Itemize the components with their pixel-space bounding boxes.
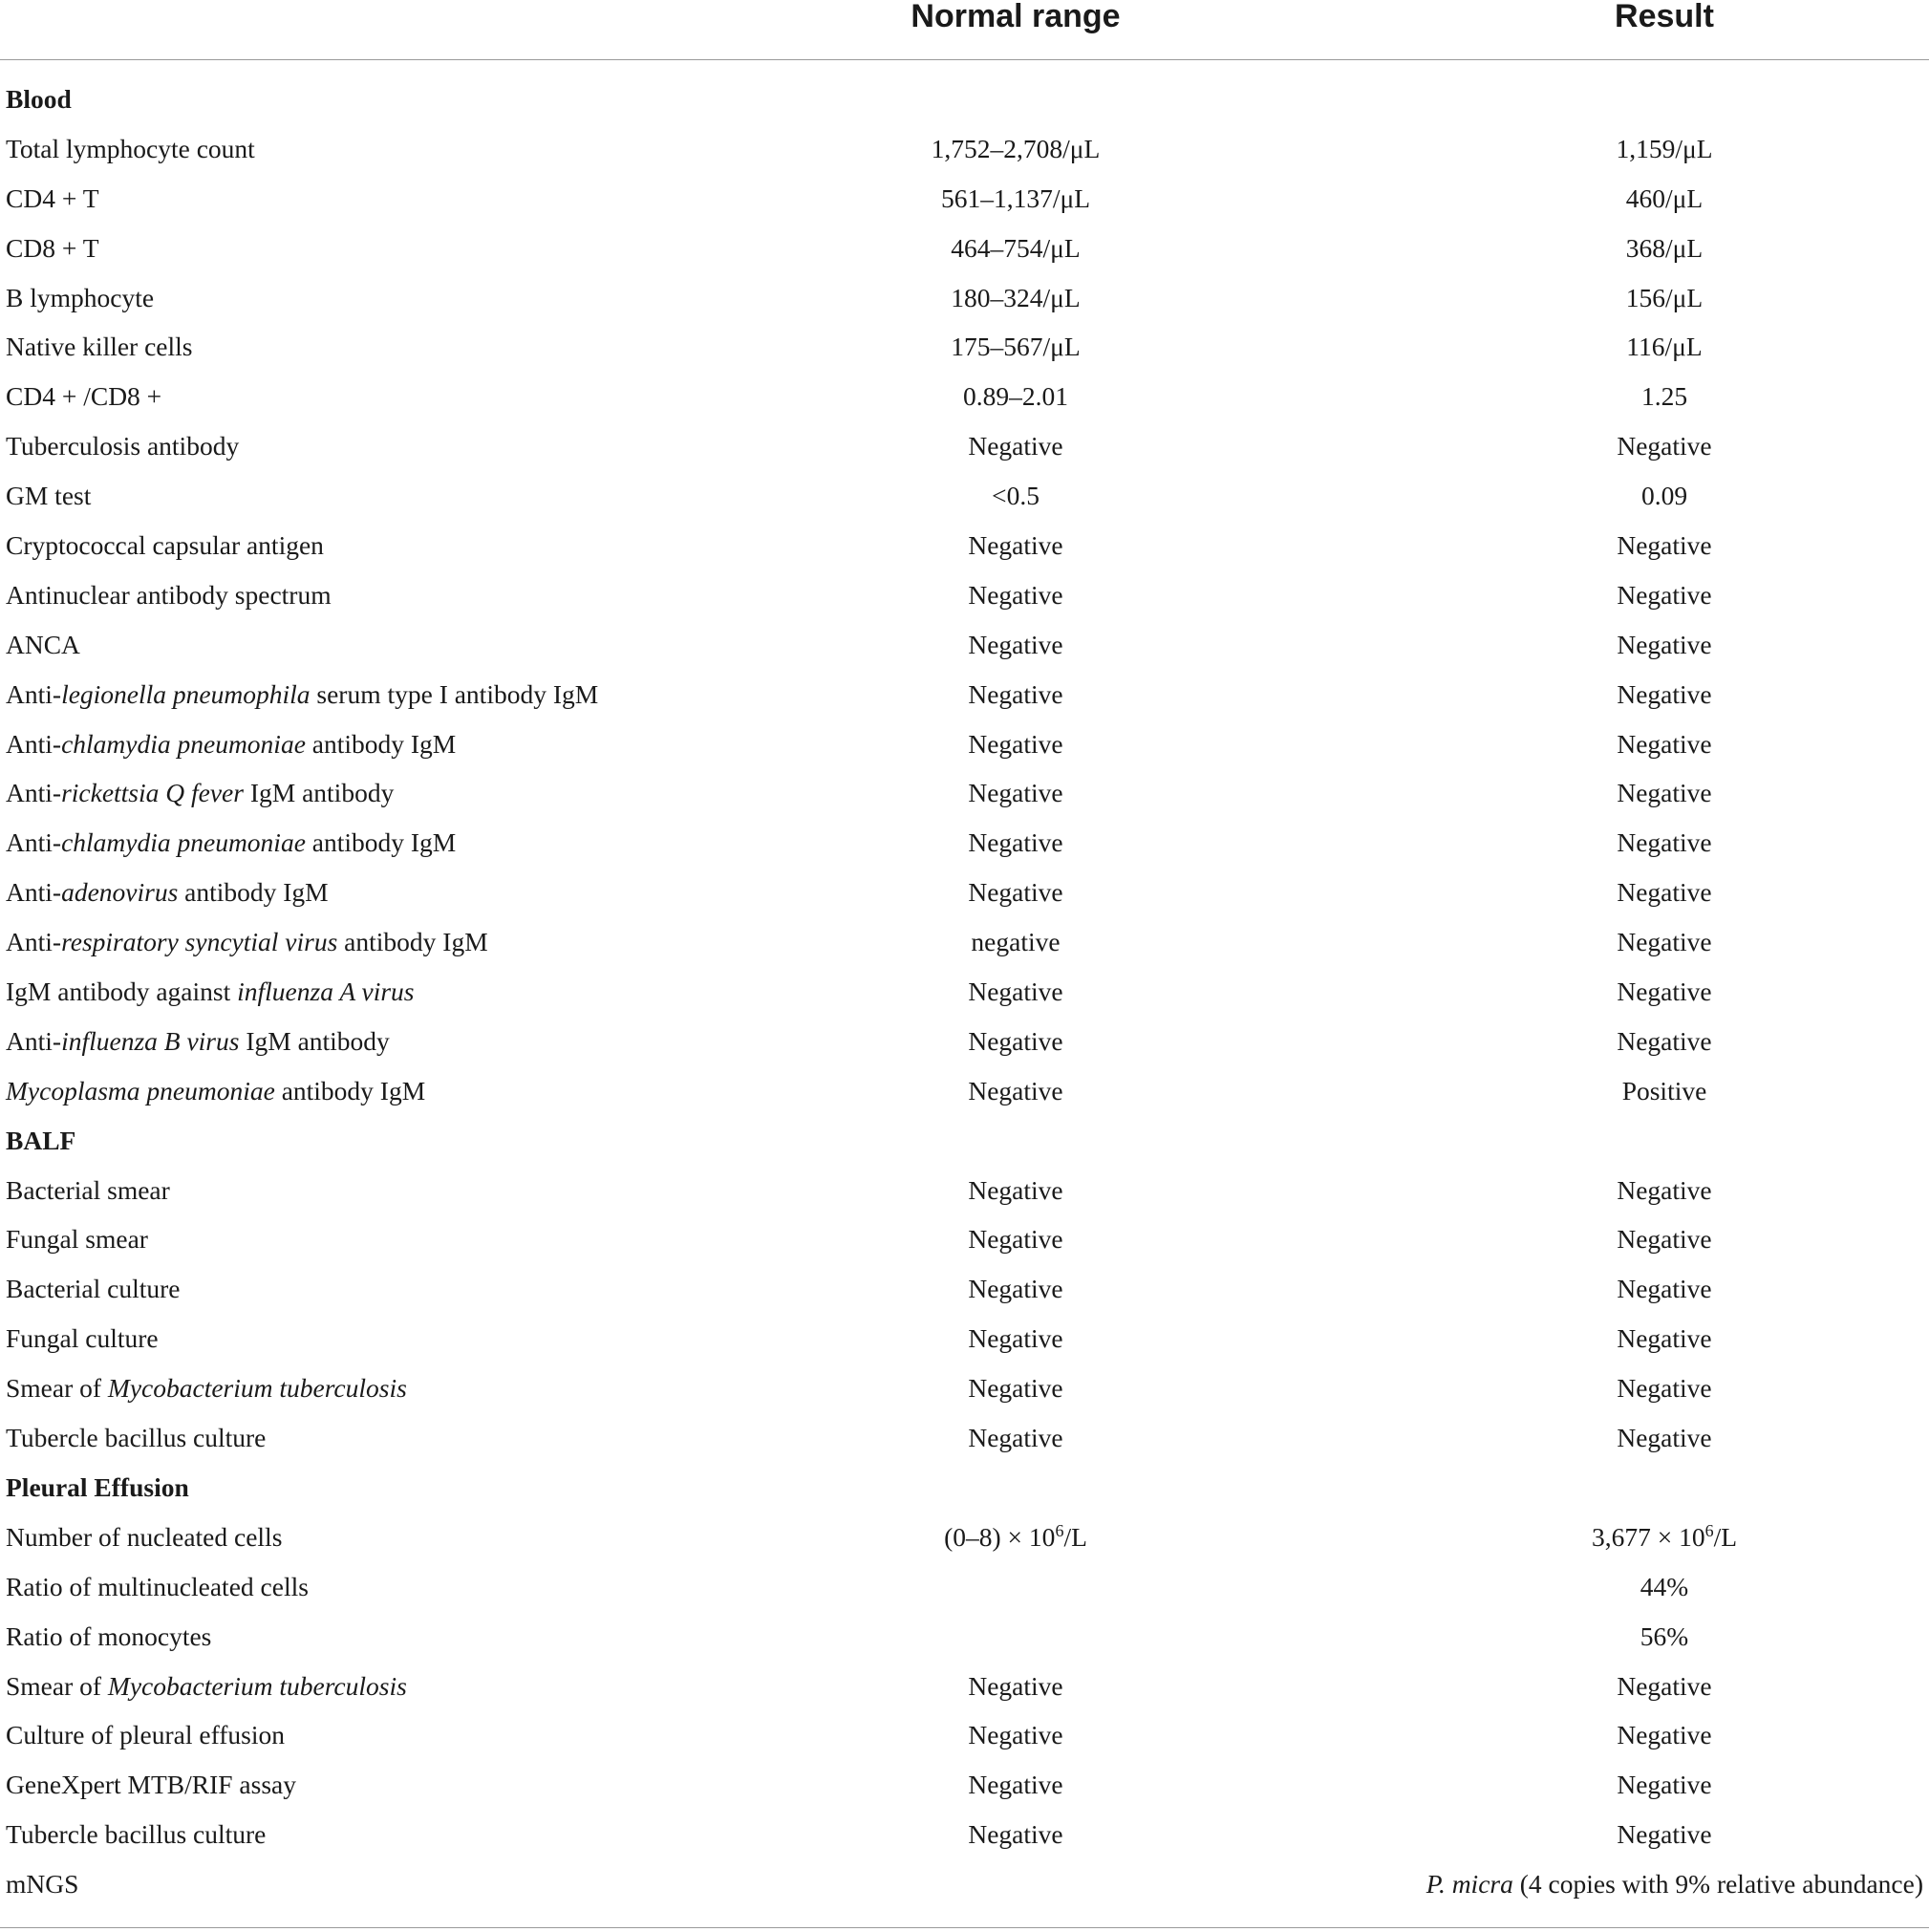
normal-range-cell: 561–1,137/μL [940, 182, 1091, 213]
test-name: CD4 + T [6, 182, 99, 213]
test-name: Native killer cells [6, 332, 193, 362]
result-cell: Negative [1617, 1274, 1712, 1304]
normal-range-cell: Negative [968, 1373, 1063, 1404]
table-row [0, 1770, 1929, 1819]
test-name: Smear of Mycobacterium tuberculosis [6, 1670, 407, 1701]
normal-range-cell: 0.89–2.01 [963, 381, 1068, 412]
normal-range-cell: Negative [968, 629, 1063, 659]
normal-range-cell: Negative [968, 530, 1063, 561]
result-cell: Negative [1617, 1819, 1712, 1850]
test-name: Cryptococcal capsular antigen [6, 530, 324, 561]
test-name: Anti-legionella pneumophila serum type I antibody IgM [6, 678, 599, 709]
header-result: Result [1615, 0, 1714, 34]
test-name: Number of nucleated cells [6, 1521, 283, 1552]
section-heading-row [0, 1126, 1929, 1175]
normal-range-cell: $(0-8) \times 10^6/L$ [944, 1520, 1087, 1552]
table-row [0, 134, 1929, 183]
result-cell: 0.09 [1640, 481, 1688, 511]
normal-range-cell: Negative [968, 1174, 1063, 1205]
normal-range-cell: Negative [968, 877, 1063, 908]
normal-range-cell: 464–754/μL [951, 232, 1081, 263]
normal-range-cell: Negative [968, 977, 1063, 1007]
normal-range-cell: Negative [968, 1025, 1063, 1056]
test-name: Anti-chlamydia pneumoniae antibody IgM [6, 728, 457, 759]
table-row [0, 580, 1929, 630]
table-row [0, 1720, 1929, 1770]
test-name: Fungal culture [6, 1323, 159, 1354]
test-name: Anti-rickettsia Q fever IgM antibody [6, 778, 395, 808]
test-name: CD8 + T [6, 232, 99, 263]
normal-range-cell: Negative [968, 728, 1063, 759]
result-cell: Negative [1617, 1373, 1712, 1404]
normal-range-cell: Negative [968, 1720, 1063, 1750]
normal-range-cell: 175–567/μL [951, 332, 1081, 362]
test-name: Culture of pleural effusion [6, 1720, 285, 1750]
result-cell: Negative [1617, 1323, 1712, 1354]
table-row [0, 1373, 1929, 1423]
test-name: Smear of Mycobacterium tuberculosis [6, 1373, 407, 1404]
section-heading-row [0, 1472, 1929, 1522]
table-row [0, 1423, 1929, 1472]
normal-range-cell: Negative [968, 1323, 1063, 1354]
result-cell: Negative [1617, 1025, 1712, 1056]
table-row [0, 1572, 1929, 1621]
test-name: Anti-adenovirus antibody IgM [6, 877, 329, 908]
normal-range-cell: 1,752–2,708/μL [931, 133, 1101, 163]
table-row [0, 778, 1929, 827]
test-name: Anti-chlamydia pneumoniae antibody IgM [6, 827, 457, 858]
table-row [0, 332, 1929, 381]
test-name: Bacterial smear [6, 1174, 170, 1205]
header-normal-range: Normal range [911, 0, 1121, 34]
table-row [0, 630, 1929, 679]
table-row [0, 1274, 1929, 1323]
table-row [0, 977, 1929, 1026]
test-name: Ratio of monocytes [6, 1621, 212, 1651]
result-cell: Negative [1617, 927, 1712, 957]
normal-range-cell: Negative [968, 1224, 1063, 1255]
table-row [0, 1621, 1929, 1671]
table-header [0, 0, 1929, 60]
result-cell: 460/μL [1625, 182, 1704, 213]
normal-range-cell: Negative [968, 431, 1063, 462]
result-cell: 1.25 [1640, 381, 1688, 412]
test-name: Tuberculosis antibody [6, 431, 240, 462]
table-row [0, 1323, 1929, 1373]
test-name: Tubercle bacillus culture [6, 1819, 267, 1850]
result-cell: Negative [1617, 1670, 1712, 1701]
table-bottom-rule [0, 1927, 1929, 1928]
table-row [0, 1026, 1929, 1076]
table-row [0, 1819, 1929, 1869]
section-heading-row [0, 84, 1929, 134]
normal-range-cell: Negative [968, 1819, 1063, 1850]
result-cell: Negative [1617, 579, 1712, 610]
table-row [0, 1869, 1929, 1919]
normal-range-cell: Negative [968, 827, 1063, 858]
table-row [0, 1671, 1929, 1721]
table-row [0, 1224, 1929, 1274]
result-cell: Negative [1617, 877, 1712, 908]
result-cell: Negative [1617, 1720, 1712, 1750]
result-cell: 368/μL [1625, 232, 1704, 263]
result-cell: Negative [1617, 431, 1712, 462]
normal-range-cell: <0.5 [992, 481, 1040, 511]
result-cell: Positive [1621, 1075, 1707, 1106]
result-cell: Negative [1617, 629, 1712, 659]
table-row [0, 431, 1929, 481]
test-name: mNGS [6, 1869, 79, 1900]
result-cell: Negative [1617, 1174, 1712, 1205]
table-body [0, 84, 1929, 1919]
result-cell: Negative [1617, 827, 1712, 858]
table-row [0, 729, 1929, 779]
normal-range-cell: Negative [968, 778, 1063, 808]
normal-range-cell: Negative [968, 1075, 1063, 1106]
table-row [0, 927, 1929, 977]
table-row [0, 183, 1929, 233]
normal-range-cell: Negative [968, 579, 1063, 610]
section-heading: Blood [6, 84, 72, 114]
test-name: Ratio of multinucleated cells [6, 1571, 309, 1601]
test-name: Antinuclear antibody spectrum [6, 579, 332, 610]
normal-range-cell: Negative [968, 1670, 1063, 1701]
test-name: Anti-respiratory syncytial virus antibody IgM [6, 927, 488, 957]
test-name: Fungal smear [6, 1224, 148, 1255]
table-row [0, 1076, 1929, 1126]
table-row [0, 1175, 1929, 1225]
normal-range-cell: Negative [968, 678, 1063, 709]
test-name: Bacterial culture [6, 1274, 181, 1304]
test-name: IgM antibody against influenza A virus [6, 977, 415, 1007]
result-cell: Negative [1617, 977, 1712, 1007]
normal-range-cell: Negative [968, 1770, 1063, 1800]
result-cell: 1,159/μL [1616, 133, 1713, 163]
normal-range-cell: 180–324/μL [951, 282, 1081, 312]
test-name: CD4 + /CD8 + [6, 381, 162, 412]
result-cell: Negative [1617, 778, 1712, 808]
test-name: B lymphocyte [6, 282, 155, 312]
section-heading: BALF [6, 1125, 76, 1155]
result-cell: Negative [1617, 1423, 1712, 1453]
test-name: GM test [6, 481, 92, 511]
table-row [0, 283, 1929, 333]
normal-range-cell: Negative [968, 1274, 1063, 1304]
result-cell: Negative [1617, 728, 1712, 759]
test-name: GeneXpert MTB/RIF assay [6, 1770, 296, 1800]
test-name: ANCA [6, 629, 80, 659]
table-row [0, 481, 1929, 530]
test-name: Mycoplasma pneumoniae antibody IgM [6, 1075, 426, 1106]
result-cell: 44% [1640, 1571, 1689, 1601]
result-cell: P. micra (4 copies with 9% relative abundance) [1425, 1869, 1923, 1900]
result-cell: $3,677 \times 10^6/L$ [1591, 1520, 1738, 1552]
table-row [0, 679, 1929, 729]
table-row [0, 530, 1929, 580]
section-heading: Pleural Effusion [6, 1471, 189, 1502]
normal-range-cell: negative [971, 927, 1061, 957]
result-cell: 156/μL [1625, 282, 1704, 312]
result-cell: 56% [1640, 1621, 1689, 1651]
result-cell: Negative [1617, 530, 1712, 561]
test-name: Tubercle bacillus culture [6, 1423, 267, 1453]
table-row [0, 827, 1929, 877]
result-cell: Negative [1617, 1224, 1712, 1255]
result-cell: Negative [1617, 678, 1712, 709]
result-cell: 116/μL [1626, 332, 1703, 362]
table-row [0, 381, 1929, 431]
table-row [0, 877, 1929, 927]
result-cell: Negative [1617, 1770, 1712, 1800]
normal-range-cell: Negative [968, 1423, 1063, 1453]
table-row [0, 1522, 1929, 1572]
table-row [0, 233, 1929, 283]
test-name: Total lymphocyte count [6, 133, 255, 163]
test-name: Anti-influenza B virus IgM antibody [6, 1025, 390, 1056]
